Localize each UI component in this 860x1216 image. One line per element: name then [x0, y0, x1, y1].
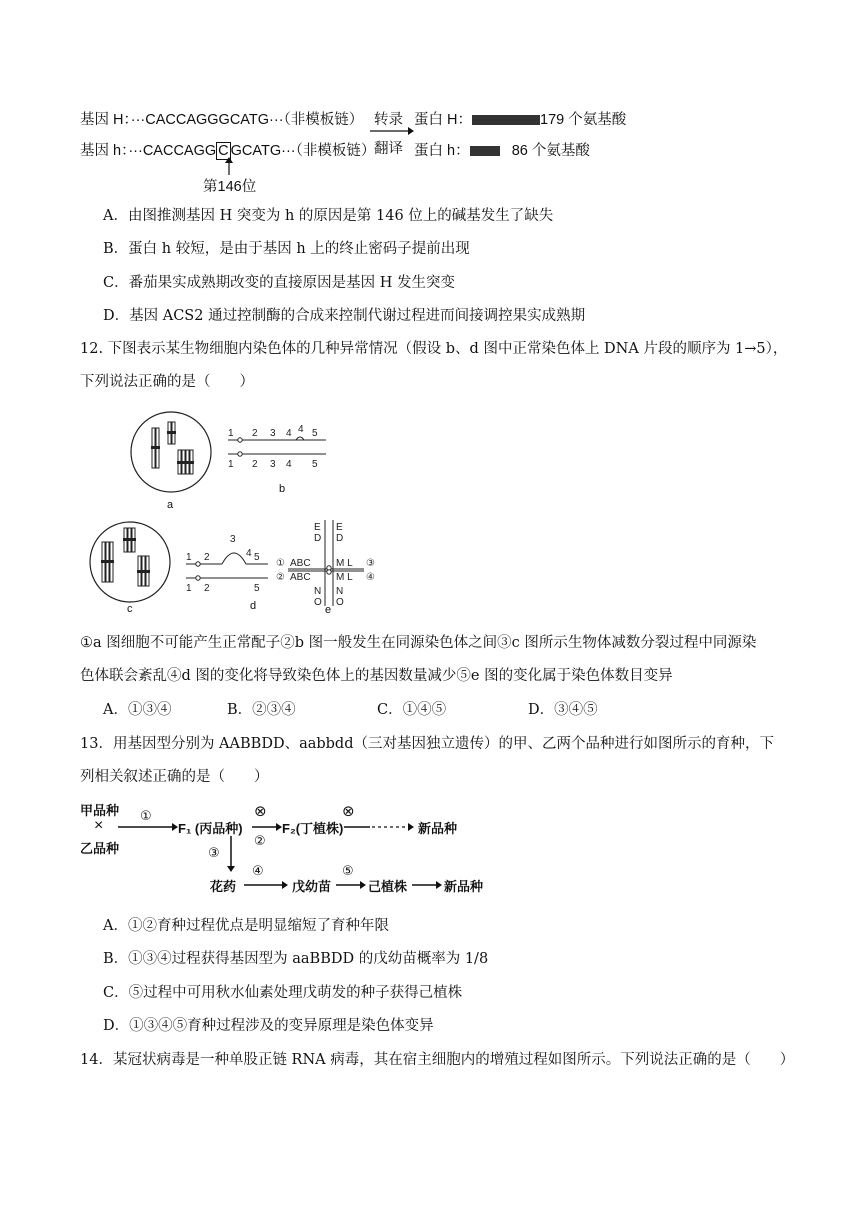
- q12-label-c: c: [127, 603, 133, 615]
- e-vl-up-1: E: [314, 522, 321, 533]
- q13-option-a: A．①②育种过程优点是明显缩短了育种年限: [103, 918, 389, 934]
- protein-h-bar: [470, 146, 500, 156]
- e-left-bottom: ABC: [290, 572, 311, 583]
- b-top-4b: 4: [298, 424, 304, 435]
- q12-figure-b: [222, 424, 332, 470]
- protein-h-row: [414, 139, 590, 160]
- q12-option-a: A．①③④: [103, 702, 172, 718]
- b-bottom-1: 1: [228, 459, 234, 470]
- anther-label: 花药: [210, 879, 237, 894]
- e-vl-down-1: N: [314, 586, 322, 597]
- gene-H-strand-note: （非模板链）: [283, 112, 364, 128]
- b-top-3: 3: [270, 428, 276, 439]
- step-3: ③: [208, 845, 220, 860]
- e-vl-up-2: D: [314, 533, 322, 544]
- gene-H-row: [80, 108, 363, 129]
- d-bottom-1: 1: [186, 583, 192, 594]
- arrow-4: [244, 880, 288, 890]
- q12-option-c: C．①④⑤: [377, 702, 447, 718]
- q12-option-b: B．②③④: [227, 702, 296, 718]
- arrow-6: [412, 880, 442, 890]
- q12-figure-c: [88, 520, 172, 604]
- q12-figure-a: [128, 410, 214, 500]
- q12-stem-line1: 12. 下图表示某生物细胞内染色体的几种异常情况（假设 b、d 图中正常染色体上 DNA 片段的顺序为 1→5），: [80, 341, 788, 357]
- q14-stem: 14．某冠状病毒是一种单股正链 RNA 病毒，其在宿主细胞内的增殖过程如图所示。下列说法正确的是（ ）: [80, 1052, 795, 1068]
- d-top-5: 5: [254, 552, 260, 563]
- e-vr-up-1: E: [336, 522, 343, 533]
- b-top-4a: 4: [286, 428, 292, 439]
- q11-option-b: B．蛋白 h 较短，是由于基因 h 上的终止密码子提前出现: [103, 241, 470, 257]
- d-top-4: 4: [246, 548, 252, 559]
- process-arrow: [370, 126, 414, 136]
- arrow-3: [226, 836, 236, 872]
- new-variety-2: 新品种: [444, 879, 484, 894]
- e-vr-down-1: N: [336, 586, 344, 597]
- q12-label-d: d: [250, 600, 257, 612]
- step-4: ④: [252, 863, 264, 878]
- new-variety-1: 新品种: [418, 821, 458, 836]
- gene-h-label: 基因 h：: [80, 143, 129, 159]
- b-top-5: 5: [312, 428, 318, 439]
- q12-option-d: D．③④⑤: [528, 702, 598, 718]
- transcribe-label: 转录: [374, 112, 403, 128]
- seedling-label: 戊幼苗: [292, 879, 332, 894]
- protein-H-row: [414, 108, 626, 129]
- gene-h-strand-note: （非模板链）: [295, 143, 376, 159]
- protein-h-length: 86 个氨基酸: [511, 143, 590, 159]
- step-2: ②: [254, 833, 266, 848]
- q13-option-b: B．①③④过程获得基因型为 aaBBDD 的戊幼苗概率为 1/8: [103, 951, 489, 967]
- d-top-1: 1: [186, 552, 192, 563]
- step-1: ①: [140, 808, 152, 823]
- q12-statements-line2: 色体联会紊乱④d 图的变化将导致染色体上的基因数量减少⑤e 图的变化属于染色体数目变异: [80, 668, 673, 684]
- cross-symbol: ×: [94, 817, 104, 834]
- d-top-3: 3: [230, 534, 236, 545]
- gene-h-seq-b: GCATG···: [230, 143, 296, 159]
- arrow-5: [336, 880, 366, 890]
- d-top-2: 2: [204, 552, 210, 563]
- e-vl-down-2: O: [314, 597, 322, 606]
- q13-option-c: C．⑤过程中可用秋水仙素处理戊萌发的种子获得己植株: [103, 985, 463, 1001]
- b-bottom-2: 2: [252, 459, 258, 470]
- position-label: 第146位: [203, 179, 257, 195]
- q12-label-b: b: [279, 483, 286, 495]
- d-bottom-5: 5: [254, 583, 260, 594]
- b-bottom-5: 5: [312, 459, 318, 470]
- f2-label: F₂(丁植株): [282, 821, 344, 836]
- e-num-1: ①: [276, 558, 285, 569]
- d-bottom-2: 2: [204, 583, 210, 594]
- e-num-3: ③: [366, 558, 375, 569]
- e-num-2: ②: [276, 572, 285, 583]
- position-arrow: [224, 157, 234, 175]
- b-bottom-4: 4: [286, 459, 292, 470]
- protein-H-bar: [472, 115, 540, 125]
- self-cross-symbol-2: ⊗: [342, 803, 355, 820]
- q12-figure-e: [274, 520, 384, 606]
- arrow-dashed: [344, 822, 414, 832]
- e-num-4: ④: [366, 572, 375, 583]
- q13-option-d: D．①③④⑤育种过程涉及的变异原理是染色体变异: [103, 1018, 434, 1034]
- q12-label-e: e: [325, 604, 332, 616]
- self-cross-symbol-1: ⊗: [254, 803, 267, 820]
- protein-H-length: 179 个氨基酸: [540, 112, 627, 128]
- q12-label-a: a: [167, 499, 174, 511]
- b-bottom-3: 3: [270, 459, 276, 470]
- e-vr-up-2: D: [336, 533, 344, 544]
- e-left-top: ABC: [290, 558, 311, 569]
- plant-ji-label: 己植株: [368, 879, 408, 894]
- protein-H-label: 蛋白 H：: [414, 112, 472, 128]
- q13-stem-line2: 列相关叙述正确的是（ ）: [80, 769, 269, 785]
- arrow-1: [118, 822, 178, 832]
- translate-label: 翻译: [374, 141, 403, 157]
- q11-option-a: A．由图推测基因 H 突变为 h 的原因是第 146 位上的碱基发生了缺失: [103, 208, 554, 224]
- q12-statements-line1: ①a 图细胞不可能产生正常配子②b 图一般发生在同源染色体之间③c 图所示生物体减数分裂过程中同源染: [80, 635, 757, 651]
- gene-h-seq-a: ···CACCAGG: [128, 143, 217, 159]
- protein-h-label: 蛋白 h：: [414, 143, 470, 159]
- e-vr-down-2: O: [336, 597, 344, 606]
- gene-H-label: 基因 H：: [80, 112, 131, 128]
- f1-label: F₁ (丙品种): [178, 821, 243, 836]
- e-right-bottom: M L: [336, 572, 353, 583]
- variety-yi: 乙品种: [80, 841, 120, 856]
- mutated-base-box: C: [218, 143, 229, 159]
- q11-option-c: C．番茄果实成熟期改变的直接原因是基因 H 发生突变: [103, 275, 455, 291]
- arrow-2: [252, 822, 282, 832]
- b-top-2: 2: [252, 428, 258, 439]
- b-top-1: 1: [228, 428, 234, 439]
- variety-jia: 甲品种: [80, 803, 120, 818]
- q11-option-d: D．基因 ACS2 通过控制酶的合成来控制代谢过程进而间接调控果实成熟期: [103, 308, 586, 324]
- step-5: ⑤: [342, 863, 354, 878]
- q12-stem-line2: 下列说法正确的是（ ）: [80, 374, 254, 390]
- e-right-top: M L: [336, 558, 353, 569]
- gene-H-seq: ···CACCAGGGCATG···: [130, 112, 284, 128]
- q12-figure-d: [182, 532, 272, 594]
- q13-stem-line1: 13．用基因型分别为 AABBDD、aabbdd（三对基因独立遗传）的甲、乙两个品种进行如图所示的育种，下: [80, 736, 774, 752]
